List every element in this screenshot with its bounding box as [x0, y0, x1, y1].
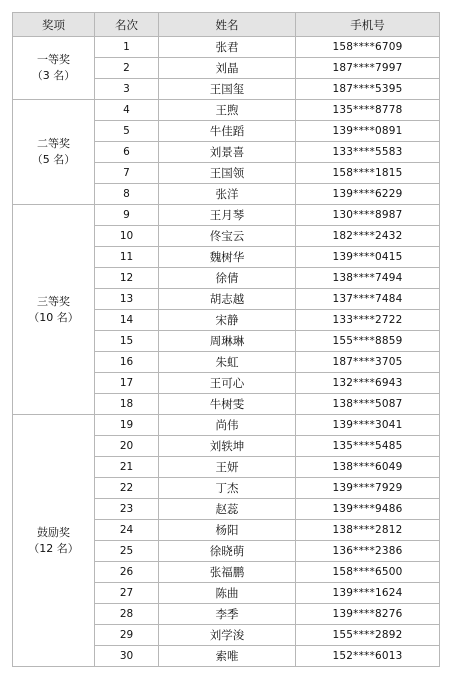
phone-cell: 155****8859 — [296, 331, 440, 352]
table-row — [13, 415, 440, 436]
name-cell: 张君 — [159, 37, 296, 58]
prize-group-cell — [13, 100, 95, 205]
rank-cell: 10 — [95, 226, 159, 247]
prize-group-cell — [13, 37, 95, 100]
phone-cell: 139****6229 — [296, 184, 440, 205]
prize-count: （12 名） — [28, 541, 79, 555]
name-cell: 胡志越 — [159, 289, 296, 310]
prize-count: （5 名） — [31, 153, 76, 166]
name-cell: 徐晓萌 — [159, 541, 296, 562]
name-cell: 宋静 — [159, 310, 296, 331]
phone-cell: 135****8778 — [296, 100, 440, 121]
phone-cell: 137****7484 — [296, 289, 440, 310]
rank-cell: 6 — [95, 142, 159, 163]
phone-cell: 139****0415 — [296, 247, 440, 268]
phone-cell: 139****7929 — [296, 478, 440, 499]
rank-cell: 23 — [95, 499, 159, 520]
winners-table — [12, 12, 440, 667]
name-cell: 王国玺 — [159, 79, 296, 100]
prize-title: 二等奖 — [37, 137, 70, 150]
name-cell: 佟宝云 — [159, 226, 296, 247]
name-cell: 王妍 — [159, 457, 296, 478]
phone-cell: 133****2722 — [296, 310, 440, 331]
phone-cell: 130****8987 — [296, 205, 440, 226]
prize-count: （3 名） — [31, 69, 76, 82]
phone-cell: 139****3041 — [296, 415, 440, 436]
name-cell: 朱虹 — [159, 352, 296, 373]
name-cell: 牛佳蹈 — [159, 121, 296, 142]
phone-cell: 187****5395 — [296, 79, 440, 100]
name-cell: 刘轶坤 — [159, 436, 296, 457]
header-name: 姓名 — [159, 13, 296, 37]
rank-cell: 13 — [95, 289, 159, 310]
phone-cell: 152****6013 — [296, 646, 440, 667]
phone-cell: 132****6943 — [296, 373, 440, 394]
name-cell: 赵蕊 — [159, 499, 296, 520]
rank-cell: 15 — [95, 331, 159, 352]
rank-cell: 12 — [95, 268, 159, 289]
rank-cell: 7 — [95, 163, 159, 184]
table-row — [13, 100, 440, 121]
winners-table-body — [13, 37, 440, 667]
rank-cell: 22 — [95, 478, 159, 499]
phone-cell: 138****5087 — [296, 394, 440, 415]
name-cell: 丁杰 — [159, 478, 296, 499]
phone-cell: 138****2812 — [296, 520, 440, 541]
phone-cell: 139****9486 — [296, 499, 440, 520]
rank-cell: 2 — [95, 58, 159, 79]
rank-cell: 19 — [95, 415, 159, 436]
rank-cell: 25 — [95, 541, 159, 562]
name-cell: 牛树雯 — [159, 394, 296, 415]
header-rank: 名次 — [95, 13, 159, 37]
phone-cell: 182****2432 — [296, 226, 440, 247]
name-cell: 索唯 — [159, 646, 296, 667]
phone-cell: 158****6709 — [296, 37, 440, 58]
rank-cell: 29 — [95, 625, 159, 646]
rank-cell: 28 — [95, 604, 159, 625]
table-row — [13, 37, 440, 58]
rank-cell: 27 — [95, 583, 159, 604]
name-cell: 周琳琳 — [159, 331, 296, 352]
prize-group-cell — [13, 205, 95, 415]
phone-cell: 158****6500 — [296, 562, 440, 583]
prize-title: 一等奖 — [37, 53, 70, 66]
rank-cell: 5 — [95, 121, 159, 142]
rank-cell: 4 — [95, 100, 159, 121]
rank-cell: 26 — [95, 562, 159, 583]
name-cell: 魏树华 — [159, 247, 296, 268]
phone-cell: 138****6049 — [296, 457, 440, 478]
phone-cell: 139****8276 — [296, 604, 440, 625]
table-row — [13, 205, 440, 226]
header-prize: 奖项 — [13, 13, 95, 37]
phone-cell: 158****1815 — [296, 163, 440, 184]
prize-title: 鼓励奖 — [37, 525, 70, 539]
rank-cell: 9 — [95, 205, 159, 226]
name-cell: 王月琴 — [159, 205, 296, 226]
rank-cell: 21 — [95, 457, 159, 478]
phone-cell: 136****2386 — [296, 541, 440, 562]
name-cell: 张福鹏 — [159, 562, 296, 583]
phone-cell: 133****5583 — [296, 142, 440, 163]
name-cell: 徐倩 — [159, 268, 296, 289]
rank-cell: 24 — [95, 520, 159, 541]
rank-cell: 14 — [95, 310, 159, 331]
rank-cell: 20 — [95, 436, 159, 457]
name-cell: 刘学浚 — [159, 625, 296, 646]
name-cell: 张洋 — [159, 184, 296, 205]
name-cell: 陈曲 — [159, 583, 296, 604]
name-cell: 王可心 — [159, 373, 296, 394]
phone-cell: 135****5485 — [296, 436, 440, 457]
prize-title: 三等奖 — [37, 294, 70, 308]
phone-cell: 139****1624 — [296, 583, 440, 604]
phone-cell: 187****3705 — [296, 352, 440, 373]
rank-cell: 30 — [95, 646, 159, 667]
name-cell: 刘晶 — [159, 58, 296, 79]
name-cell: 王国领 — [159, 163, 296, 184]
name-cell: 王煦 — [159, 100, 296, 121]
phone-cell: 139****0891 — [296, 121, 440, 142]
name-cell: 尚伟 — [159, 415, 296, 436]
name-cell: 杨阳 — [159, 520, 296, 541]
header-row — [13, 13, 440, 37]
name-cell: 李季 — [159, 604, 296, 625]
phone-cell: 187****7997 — [296, 58, 440, 79]
rank-cell: 1 — [95, 37, 159, 58]
name-cell: 刘景喜 — [159, 142, 296, 163]
rank-cell: 3 — [95, 79, 159, 100]
header-phone: 手机号 — [296, 13, 440, 37]
rank-cell: 17 — [95, 373, 159, 394]
prize-count: （10 名） — [28, 310, 79, 324]
rank-cell: 8 — [95, 184, 159, 205]
rank-cell: 16 — [95, 352, 159, 373]
rank-cell: 11 — [95, 247, 159, 268]
phone-cell: 138****7494 — [296, 268, 440, 289]
prize-group-cell — [13, 415, 95, 667]
rank-cell: 18 — [95, 394, 159, 415]
phone-cell: 155****2892 — [296, 625, 440, 646]
